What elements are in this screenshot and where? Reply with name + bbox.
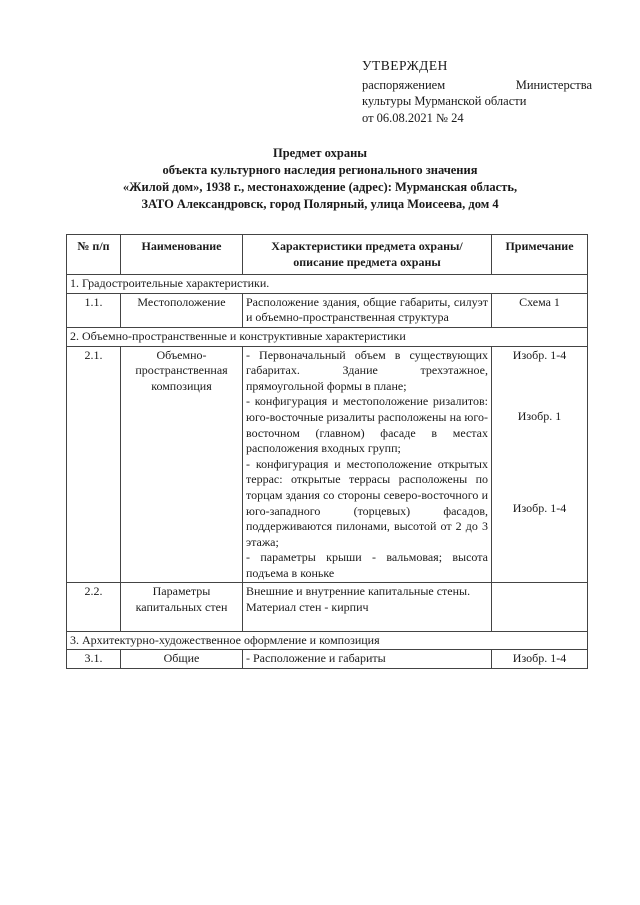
section-row-2 [67,327,588,346]
title-line-2: объекта культурного наследия регионального значения [162,163,478,177]
protection-subject-table [66,234,588,669]
row-2-1-desc [243,346,492,583]
row-2-2-desc [243,583,492,631]
approval-line-1-right: Министерства [515,77,592,92]
section-2-title: 2. Объемно-пространственные и конструктивные характеристики [67,327,588,346]
row-1-1-desc: Расположение здания, общие габариты, силуэт и объемно-пространственная структура [243,293,492,327]
title-line-4: ЗАТО Александровск, город Полярный, улица Моисеева, дом 4 [141,197,499,211]
approval-stamp [362,58,592,126]
document-title [40,145,600,213]
row-1-1-note: Схема 1 [492,293,588,327]
row-2-2-name: Параметры капитальных стен [121,583,243,631]
section-row-1 [67,275,588,294]
approval-line-2: культуры Мурманской области [362,94,527,108]
row-2-1-name: Объемно-пространственная композиция [121,346,243,583]
table-row [67,346,588,583]
row-2-1-note [492,346,588,583]
title-line-3: «Жилой дом», 1938 г., местонахождение (адрес): Мурманская область, [122,180,518,194]
section-3-title: 3. Архитектурно-художественное оформление и композиция [67,631,588,650]
section-row-3 [67,631,588,650]
row-1-1-name: Местоположение [121,293,243,327]
table-row [67,583,588,631]
row-2-1-note-2: Изобр. 1 [517,409,562,424]
row-2-1-desc-1: - Первоначальный объем в существующих габаритах. Здание трехэтажное, прямоугольной формы в плане; [246,347,488,393]
section-1-title: 1. Градостроительные характеристики. [67,275,588,294]
row-3-1-desc: - Расположение и габариты [243,650,492,669]
row-3-1-name: Общие [121,650,243,669]
approval-line-3: от 06.08.2021 № 24 [362,110,464,125]
row-2-1-note-1: Изобр. 1-4 [512,347,567,362]
row-2-1-desc-3: - конфигурация и местоположение открытых террас: открытые террасы расположены по торцам здания со стороны северо-восточного и юго-западного (торцевых) фасадов, поддерживаются пилонами, высотой от 2 до 3 этажа; [246,456,488,549]
approval-heading: УТВЕРЖДЕН [362,58,448,73]
table-header-row [67,235,588,275]
table-row [67,293,588,327]
header-desc: Характеристики предмета охраны/ описание предмета охраны [243,235,492,275]
header-note: Примечание [492,235,588,275]
row-2-2-num: 2.2. [67,583,121,631]
row-3-1-note: Изобр. 1-4 [492,650,588,669]
approval-line-1 [362,77,592,94]
row-2-1-desc-4: - параметры крыши - вальмовая; высота подъема в коньке [246,550,488,580]
title-line-1: Предмет охраны [272,146,368,160]
row-3-1-num: 3.1. [67,650,121,669]
row-2-2-desc-2: Материал стен - кирпич [246,600,369,615]
table-row [67,650,588,669]
row-2-2-desc-1: Внешние и внутренние капитальные стены. [246,584,471,599]
approval-line-1-left: распоряжением [362,77,446,92]
header-name: Наименование [121,235,243,275]
row-2-1-num: 2.1. [67,346,121,583]
header-num: № п/п [67,235,121,275]
row-2-1-note-3: Изобр. 1-4 [512,500,567,515]
row-2-1-desc-2: - конфигурация и местоположение ризалитов: юго-восточные ризалиты расположены на юго-восточном (главном) фасаде в местах расположения входных групп; [246,394,488,456]
row-1-1-num: 1.1. [67,293,121,327]
row-2-2-note [492,583,588,631]
